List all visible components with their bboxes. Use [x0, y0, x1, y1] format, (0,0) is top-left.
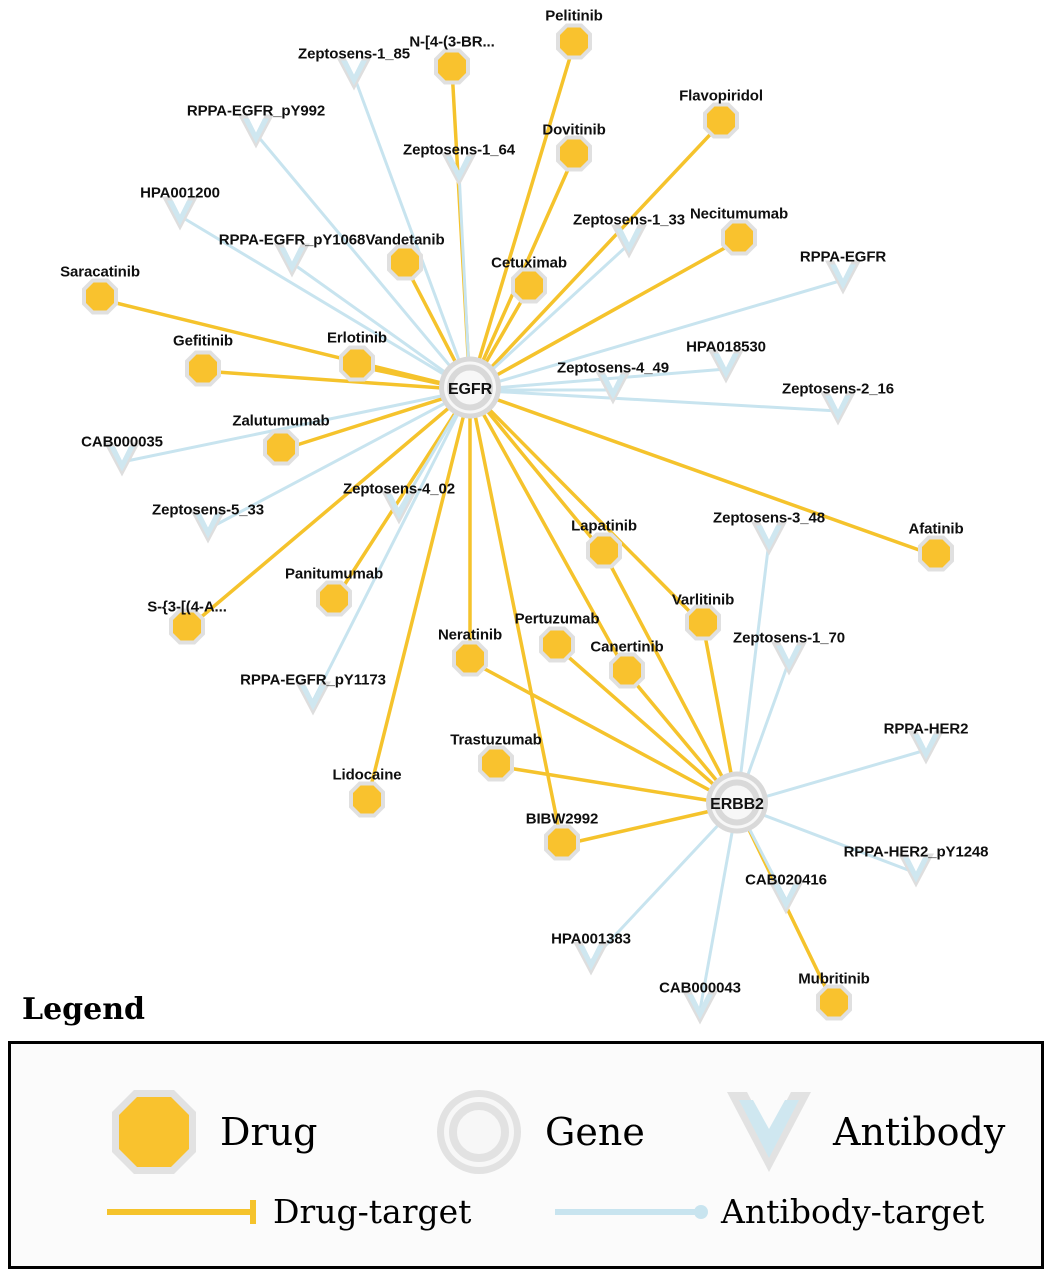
drug-node-label: Trastuzumab [450, 731, 542, 749]
drug-node[interactable] [385, 243, 425, 288]
legend-label-drug-target: Drug-target [273, 1192, 472, 1231]
antibody-node-label: Zeptosens-1_64 [403, 141, 515, 159]
drug-node-label: Saracatinib [60, 263, 140, 281]
antibody-node-label: RPPA-HER2_pY1248 [843, 843, 989, 861]
antibody-node-icon [723, 1084, 815, 1180]
drug-node-label: Zalutumumab [232, 412, 330, 430]
drug-node-label: S-{3-[(4-A... [147, 598, 227, 616]
drug-node[interactable] [701, 101, 741, 146]
drug-node[interactable] [683, 603, 723, 648]
drug-node[interactable] [183, 349, 223, 394]
drug-node-label: Mubritinib [798, 970, 870, 988]
antibody-node-label: HPA001200 [140, 184, 220, 202]
antibody-node-label: RPPA-EGFR_pY1068 [218, 231, 366, 249]
drug-node[interactable] [916, 534, 956, 579]
drug-node[interactable] [509, 266, 549, 311]
drug-node-label: Lidocaine [332, 766, 402, 784]
antibody-node-label: HPA018530 [686, 338, 766, 356]
graph-edge [737, 541, 769, 805]
drug-node-label: Cetuximab [491, 254, 567, 272]
drug-node[interactable] [476, 744, 516, 789]
drug-node[interactable] [814, 983, 854, 1028]
drug-node-label: Varlitinib [671, 591, 735, 609]
drug-node-label: Gefitinib [173, 332, 233, 350]
drug-node-label: Panitumumab [284, 565, 384, 583]
drug-node-label: Pertuzumab [514, 610, 600, 628]
antibody-node-label: Zeptosens-2_16 [782, 380, 894, 398]
graph-edge [313, 390, 470, 701]
legend-item-antibody-target-edge [551, 1192, 984, 1231]
drug-node-label: BIBW2992 [525, 810, 599, 828]
drug-node[interactable] [261, 428, 301, 473]
drug-node-label: Necitumumab [689, 205, 789, 223]
drug-node-label: Vandetanib [365, 231, 445, 249]
drug-node[interactable] [337, 344, 377, 389]
antibody-node-label: RPPA-HER2 [883, 720, 969, 738]
drug-node[interactable] [80, 277, 120, 322]
antibody-node-label: CAB020416 [745, 871, 827, 889]
legend-item-drug-target-edge [103, 1192, 471, 1231]
legend-label-antibody-target: Antibody-target [721, 1192, 985, 1231]
drug-node-label: Neratinib [437, 626, 503, 644]
legend-item-gene [431, 1084, 645, 1180]
drug-node-label: Pelitinib [545, 7, 603, 25]
legend-title: Legend [22, 992, 146, 1027]
drug-node[interactable] [542, 823, 582, 868]
antibody-node-label: Zeptosens-4_02 [343, 480, 455, 498]
antibody-node-label: Zeptosens-1_85 [298, 45, 410, 63]
legend-label-antibody: Antibody [833, 1110, 1006, 1154]
drug-node[interactable] [607, 651, 647, 696]
antibody-node-label: Zeptosens-3_48 [713, 509, 825, 527]
drug-node-label: Canertinib [590, 638, 664, 656]
legend-item-drug [106, 1084, 317, 1180]
antibody-node-label: RPPA-EGFR_pY992 [186, 102, 326, 120]
legend-item-antibody [723, 1084, 1005, 1180]
drug-node[interactable] [432, 47, 472, 92]
legend-label-drug: Drug [220, 1110, 318, 1154]
antibody-target-edge-icon [551, 1195, 711, 1229]
legend-label-gene: Gene [545, 1110, 645, 1154]
gene-node-label: ERBB2 [710, 796, 764, 813]
drug-node-label: Dovitinib [542, 121, 606, 139]
antibody-node-label: RPPA-EGFR [799, 248, 887, 266]
gene-node-icon [431, 1084, 527, 1180]
antibody-node-label: Zeptosens-5_33 [152, 501, 264, 519]
drug-node[interactable] [554, 22, 594, 67]
drug-node-label: Afatinib [908, 520, 964, 538]
drug-node[interactable] [314, 579, 354, 624]
antibody-node-label: CAB000043 [659, 979, 741, 997]
drug-node-label: Flavopiridol [679, 87, 763, 105]
drug-target-edge-icon [103, 1195, 263, 1229]
drug-node[interactable] [450, 639, 490, 684]
antibody-node-label: CAB000035 [81, 433, 163, 451]
drug-node[interactable] [584, 531, 624, 576]
drug-node[interactable] [347, 780, 387, 825]
graph-edge [470, 390, 703, 625]
graph-edge [470, 44, 574, 390]
antibody-node-label: Zeptosens-1_70 [733, 629, 845, 647]
drug-node[interactable] [554, 134, 594, 179]
drug-node[interactable] [537, 625, 577, 670]
drug-node[interactable] [719, 218, 759, 263]
legend-box [8, 1041, 1044, 1269]
drug-node-label: Erlotinib [327, 329, 387, 347]
antibody-node-label: HPA001383 [551, 930, 631, 948]
antibody-node-label: Zeptosens-1_33 [573, 211, 685, 229]
antibody-node-label: Zeptosens-4_49 [557, 359, 669, 377]
antibody-node-label: RPPA-EGFR_pY1173 [240, 671, 386, 689]
drug-node-label: N-[4-(3-BR... [409, 33, 495, 51]
drug-node-icon [106, 1084, 202, 1180]
drug-node-label: Lapatinib [571, 517, 637, 535]
gene-node-label: EGFR [447, 381, 493, 398]
